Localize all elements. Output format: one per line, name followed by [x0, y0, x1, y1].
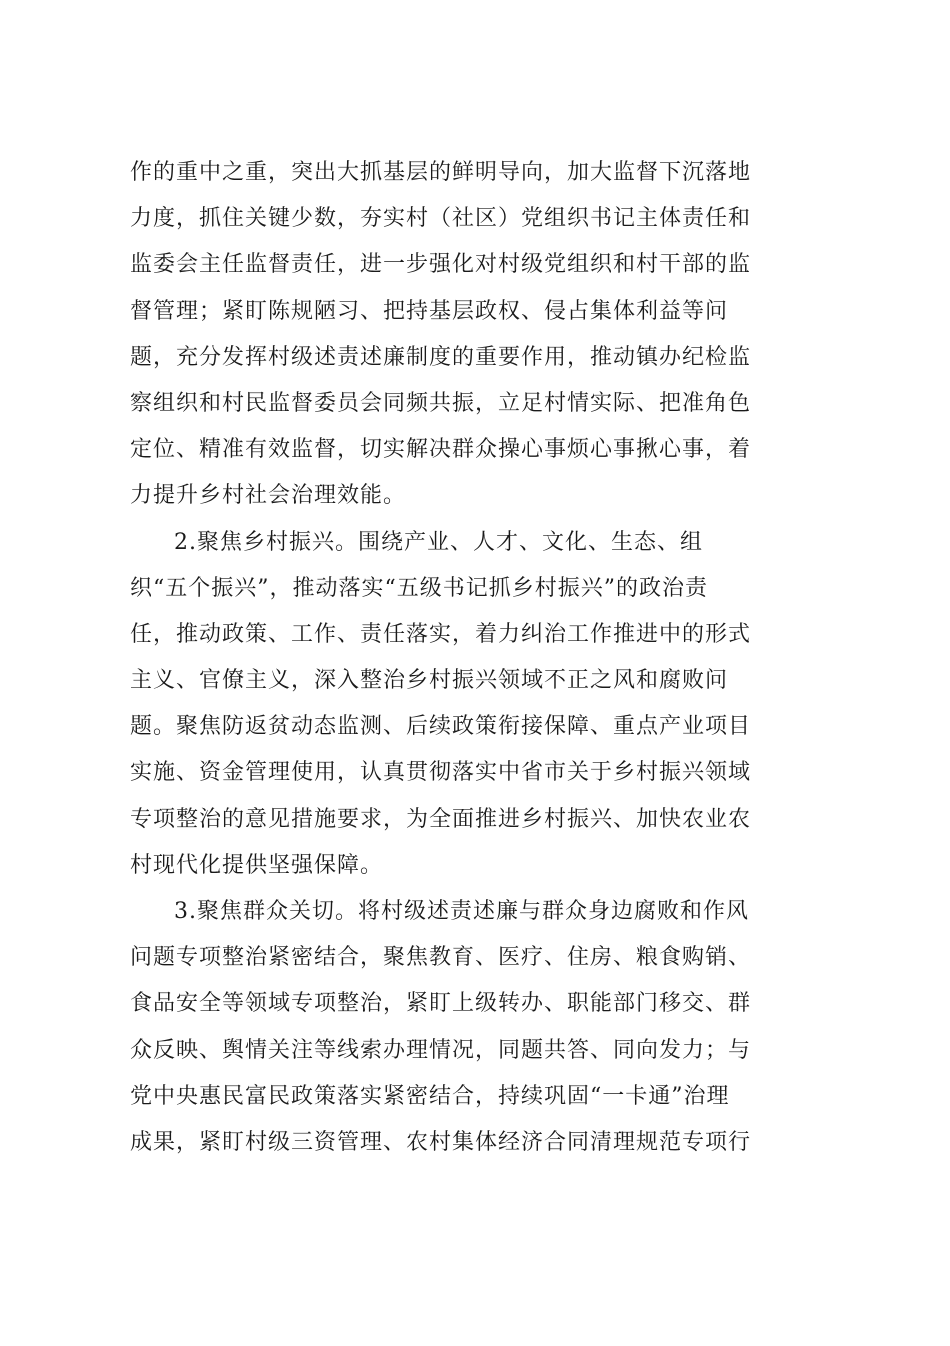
text-line: 力度，抓住关键少数，夯实村（社区）党组织书记主体责任和: [130, 206, 752, 232]
text-line: 题，充分发挥村级述责述廉制度的重要作用，推动镇办纪检监: [130, 344, 752, 370]
text-line: 督管理；紧盯陈规陋习、把持基层政权、侵占集体利益等问: [130, 298, 729, 324]
text-line: 题。聚焦防返贫动态监测、后续政策衔接保障、重点产业项目: [130, 714, 752, 740]
text-line: 问题专项整治紧密结合，聚焦教育、医疗、住房、粮食购销、: [130, 945, 752, 971]
text-line: 主义、官僚主义，深入整治乡村振兴领域不正之风和腐败问: [130, 668, 729, 694]
text-line: 实施、资金管理使用，认真贯彻落实中省市关于乡村振兴领域: [130, 760, 752, 786]
text-line: 织“五个振兴”，推动落实“五级书记抓乡村振兴”的政治责: [130, 575, 708, 601]
text-line: 食品安全等领域专项整治，紧盯上级转办、职能部门移交、群: [130, 991, 752, 1017]
text-line: 专项整治的意见措施要求，为全面推进乡村振兴、加快农业农: [130, 806, 752, 832]
text-line: 定位、精准有效监督，切实解决群众操心事烦心事揪心事，着: [130, 437, 752, 463]
text-line: 任，推动政策、工作、责任落实，着力纠治工作推进中的形式: [130, 621, 752, 647]
text-line: 监委会主任监督责任，进一步强化对村级党组织和村干部的监: [130, 252, 752, 278]
text-line: 众反映、舆情关注等线索办理情况，同题共答、同向发力；与: [130, 1037, 752, 1063]
paragraph-2-heading-line: 2.聚焦乡村振兴。围绕产业、人才、文化、生态、组: [174, 529, 703, 555]
text-line: 作的重中之重，突出大抓基层的鲜明导向，加大监督下沉落地: [130, 160, 752, 185]
text-line: 力提升乡村社会治理效能。: [130, 483, 407, 509]
text-line: 成果，紧盯村级三资管理、农村集体经济合同清理规范专项行: [130, 1129, 752, 1155]
document-body: [130, 150, 830, 1166]
paragraph-3-heading-line: 3.聚焦群众关切。将村级述责述廉与群众身边腐败和作风: [174, 899, 749, 924]
text-line: 村现代化提供坚强保障。: [130, 852, 384, 878]
text-line: 察组织和村民监督委员会同频共振，立足村情实际、把准角色: [130, 390, 752, 416]
text-line: 党中央惠民富民政策落实紧密结合，持续巩固“一卡通”治理: [130, 1083, 730, 1109]
